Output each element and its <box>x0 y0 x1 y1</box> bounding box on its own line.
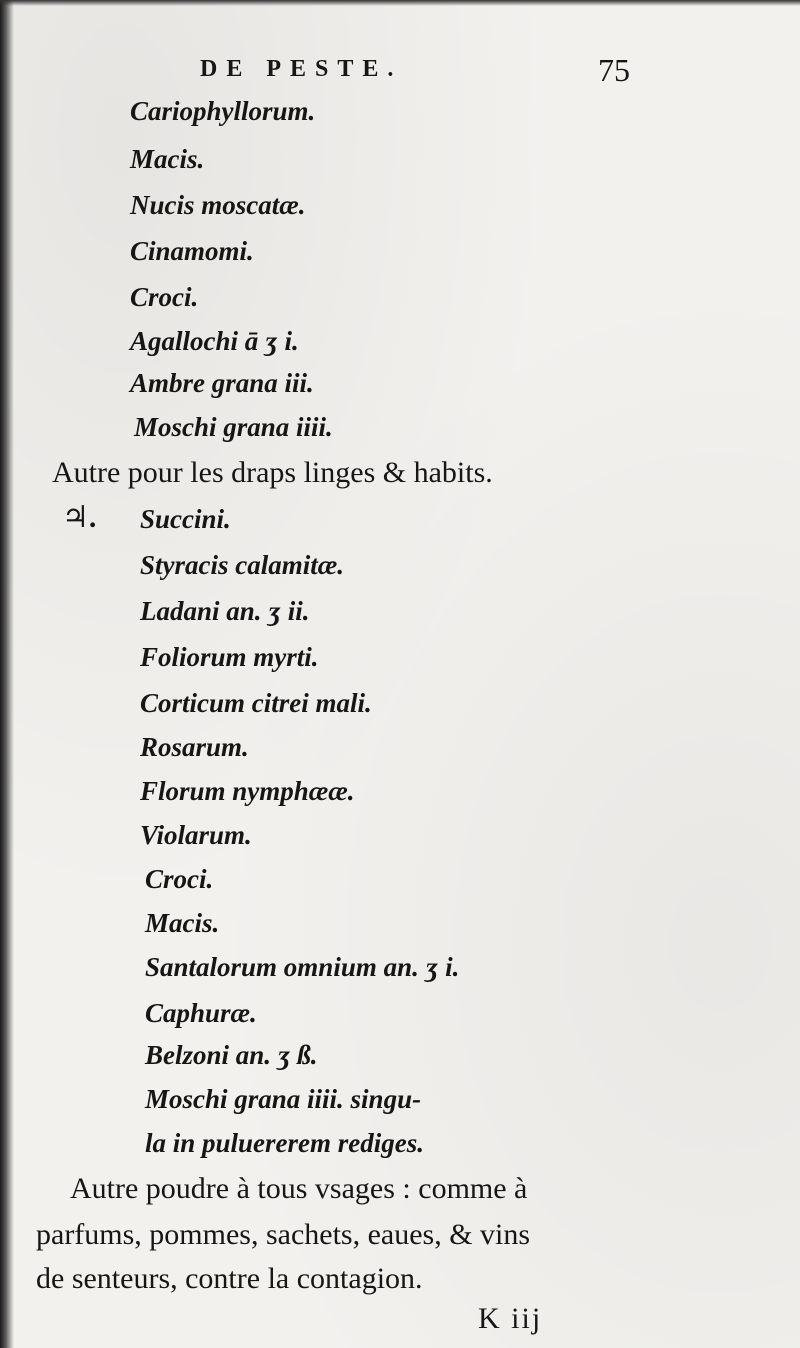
ingredient-line: Ladani an. ʒ ii. <box>140 596 310 626</box>
signature-mark: K iij <box>478 1302 543 1335</box>
binding-shadow <box>0 0 14 1348</box>
ingredient-line: Florum nymphææ. <box>140 776 355 806</box>
top-edge-shadow <box>0 0 800 6</box>
ingredient-line: Caphuræ. <box>145 998 257 1028</box>
ingredient-line: la in puluererem rediges. <box>145 1128 425 1158</box>
ingredient-line: Cariophyllorum. <box>130 96 316 126</box>
ingredient-line: Cinamomi. <box>130 236 254 266</box>
ingredient-line: Ambre grana iii. <box>130 368 314 398</box>
ingredient-line: Violarum. <box>140 820 252 850</box>
ingredient-line: Belzoni an. ʒ ß. <box>145 1040 318 1070</box>
ingredient-line: Santalorum omnium an. ʒ i. <box>145 952 460 982</box>
ingredient-line: Agallochi ā ʒ i. <box>130 326 299 356</box>
ingredient-line: Styracis calamitæ. <box>140 550 344 580</box>
section-heading: Autre pour les draps linges & habits. <box>52 456 493 489</box>
ingredient-line: Corticum citrei mali. <box>140 688 372 718</box>
recipe-jupiter-icon: ♃. <box>62 501 97 534</box>
ingredient-line: Rosarum. <box>140 732 249 762</box>
running-title: DE PESTE. <box>200 56 403 82</box>
ingredient-line: Macis. <box>130 144 205 174</box>
paragraph-line: de senteurs, contre la contagion. <box>36 1262 423 1295</box>
page-number: 75 <box>598 52 630 88</box>
ingredient-line: Nucis moscatæ. <box>130 190 306 220</box>
ingredient-line: Croci. <box>130 282 199 312</box>
ingredient-line: Croci. <box>145 864 214 894</box>
ingredient-line: Moschi grana iiii. <box>134 412 333 442</box>
paragraph-line: parfums, pommes, sachets, eaues, & vins <box>36 1218 531 1251</box>
ingredient-line: Macis. <box>145 908 220 938</box>
ingredient-line: Foliorum myrti. <box>140 642 319 672</box>
ingredient-line: Moschi grana iiii. singu- <box>145 1084 422 1114</box>
paragraph-line: Autre poudre à tous vsages : comme à <box>70 1172 528 1205</box>
ingredient-line: Succini. <box>140 504 231 534</box>
